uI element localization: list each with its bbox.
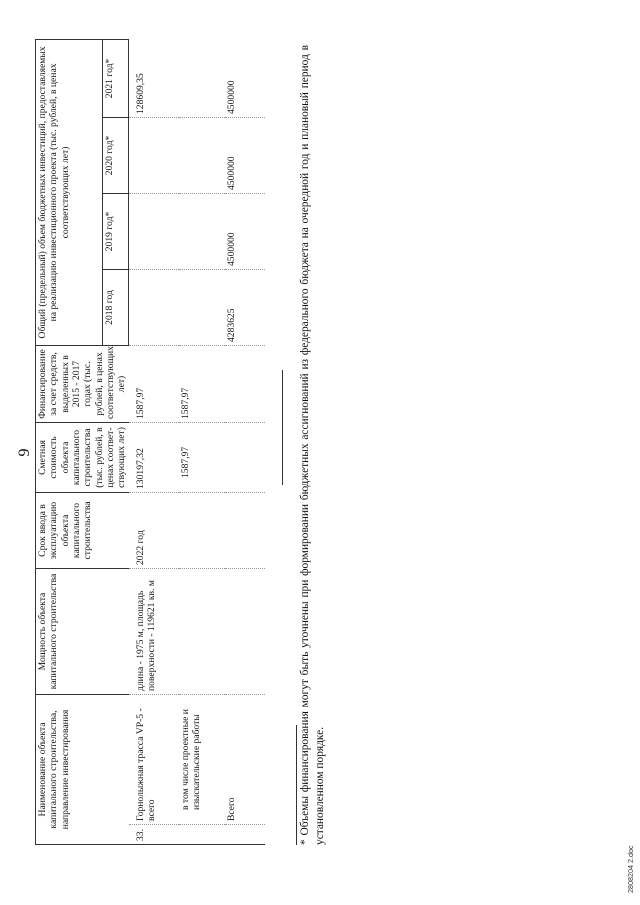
header-capacity: Мощность объекта капитального строительства xyxy=(36,568,129,694)
row-commissioning xyxy=(179,492,225,568)
row-2018: 4283625 xyxy=(225,269,265,345)
row-2018 xyxy=(179,269,225,345)
header-estimated-cost: Сметная стоимость объекта капитального строительства (тыс. рублей, в ценах соответ-ствующих лет) xyxy=(36,422,129,492)
header-name: Наименование объекта капитального строительства, направление инвестирования xyxy=(36,694,129,844)
row-financing xyxy=(225,345,265,422)
table-row xyxy=(225,39,265,844)
header-financing-2015-2017: Финансирование за счет средств, выделенных в 2015 - 2017 годах (тыс. рублей, в ценах соответствующих лет) xyxy=(36,345,129,422)
row-name: в том числе проектные и изыскательские работы xyxy=(179,694,225,824)
table-row xyxy=(129,39,179,844)
table-row xyxy=(179,39,225,844)
row-2019: 4500000 xyxy=(225,193,265,269)
header-year-2019: 2019 год* xyxy=(103,193,129,269)
row-commissioning: 2022 год xyxy=(129,492,179,568)
row-commissioning xyxy=(225,492,265,568)
page-number: 9 xyxy=(16,448,33,457)
header-commissioning: Срок ввода в эксплуатацию объекта капитального строительства xyxy=(36,492,129,568)
row-estimated-cost: 1587,97 xyxy=(179,422,225,492)
row-number xyxy=(179,825,225,845)
separator-line xyxy=(282,370,283,485)
row-2021: 128609,35 xyxy=(129,39,179,117)
row-financing: 1587,97 xyxy=(179,345,225,422)
row-2019 xyxy=(129,193,179,269)
row-estimated-cost: 130197,32 xyxy=(129,422,179,492)
row-number xyxy=(225,825,265,845)
row-financing: 1587,97 xyxy=(129,345,179,422)
row-number: 33. xyxy=(129,825,179,845)
table-header-row xyxy=(36,39,103,844)
header-year-2021: 2021 год* xyxy=(103,39,129,117)
header-year-2020: 2020 год* xyxy=(103,117,129,193)
row-name: Всего xyxy=(225,694,265,824)
document-id: 2808204 2.doc xyxy=(626,845,635,893)
header-year-2018: 2018 год xyxy=(103,269,129,345)
investment-table xyxy=(35,39,265,845)
row-capacity: длина - 1975 м, площадь поверхности - 119621 кв. м xyxy=(129,568,179,694)
footnote-rule xyxy=(296,725,297,845)
row-2019 xyxy=(179,193,225,269)
row-2021: 4500000 xyxy=(225,39,265,117)
row-2020: 4500000 xyxy=(225,117,265,193)
row-2020 xyxy=(129,117,179,193)
row-estimated-cost xyxy=(225,422,265,492)
row-name: Горнолыжная трасса VP-5 - всего xyxy=(129,694,179,824)
row-2020 xyxy=(179,117,225,193)
row-capacity xyxy=(225,568,265,694)
row-capacity xyxy=(179,568,225,694)
header-investment-total: Общий (предельный) объем бюджетных инвестиций, предоставляемых на реализацию инвестиционного проекта (тыс. рублей, в ценах соответствующих лет) xyxy=(36,39,103,345)
footnote: * Объемы финансирования могут быть уточнены при формировании бюджетных ассигнований из федерального бюджета на очередной год и плановый период в установленном порядке. xyxy=(299,45,327,845)
row-2018 xyxy=(129,269,179,345)
row-2021 xyxy=(179,39,225,117)
